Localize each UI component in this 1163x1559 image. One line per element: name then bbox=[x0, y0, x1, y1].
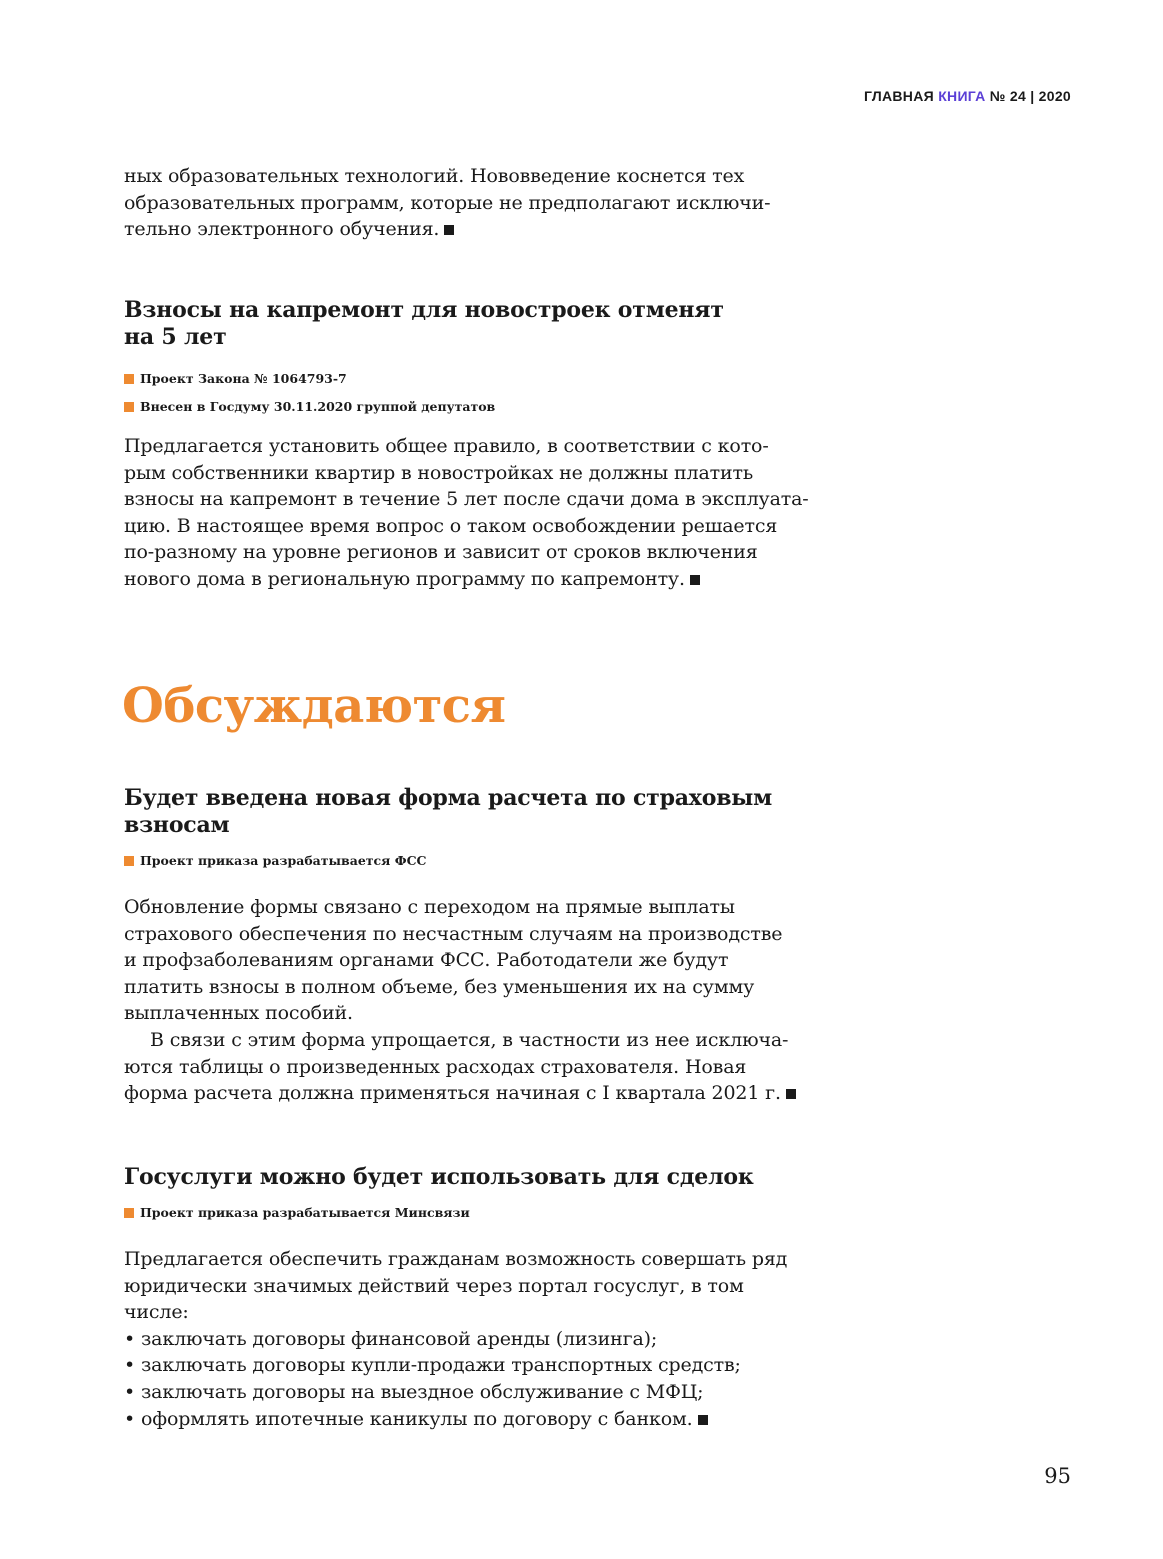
article-meta: Проект приказа разрабатывается ФСС bbox=[124, 847, 814, 875]
body-line: платить взносы в полном объеме, без уменьшения их на сумму bbox=[124, 975, 755, 998]
body-line: ются таблицы о произведенных расходах страхователя. Новая bbox=[124, 1055, 747, 1078]
bullet-list bbox=[124, 1326, 814, 1432]
section-heading: Обсуждаются bbox=[122, 678, 506, 734]
body-line: цию. В настоящее время вопрос о таком освобождении решается bbox=[124, 514, 778, 537]
body-line: выплаченных пособий. bbox=[124, 1002, 353, 1025]
body-line: Предлагается обеспечить гражданам возможность совершать ряд bbox=[124, 1248, 788, 1270]
list-item: • заключать договоры купли-продажи транспортных средств; bbox=[124, 1352, 814, 1379]
end-mark bbox=[690, 575, 700, 585]
orange-square-icon bbox=[124, 856, 134, 866]
body-line: В связи с этим форма упрощается, в частности из нее исключа- bbox=[150, 1028, 789, 1051]
body-line: рым собственники квартир в новостройках не должны платить bbox=[124, 461, 754, 484]
list-item: • заключать договоры финансовой аренды (лизинга); bbox=[124, 1326, 814, 1353]
end-mark bbox=[698, 1415, 708, 1425]
intro-continuation bbox=[124, 163, 814, 243]
article-capital-repair-body bbox=[124, 433, 814, 593]
publication-name-part1: ГЛАВНАЯ bbox=[863, 88, 934, 104]
body-line: форма расчета должна применяться начиная с I квартала 2021 г. bbox=[124, 1080, 814, 1107]
orange-square-icon bbox=[124, 374, 134, 384]
issue-info: № 24 | 2020 bbox=[989, 88, 1071, 104]
article-title: Взносы на капремонт для новостроек отменят на 5 лет bbox=[124, 297, 724, 350]
body-line: Обновление формы связано с переходом на прямые выплаты bbox=[124, 896, 735, 918]
body-line: нового дома в региональную программу по капремонту. bbox=[124, 566, 814, 593]
orange-square-icon bbox=[124, 402, 134, 412]
end-mark bbox=[786, 1089, 796, 1099]
body-line: Предлагается установить общее правило, в соответствии с кото- bbox=[124, 435, 769, 457]
list-item: • заключать договоры на выездное обслуживание с МФЦ; bbox=[124, 1379, 814, 1406]
body-line: страхового обеспечения по несчастным случаям на производстве bbox=[124, 922, 783, 945]
list-item: • оформлять ипотечные каникулы по договору с банком. bbox=[124, 1406, 814, 1433]
article-title: Будет введена новая форма расчета по страховым взносам bbox=[124, 785, 773, 838]
body-line: юридически значимых действий через портал госуслуг, в том числе: bbox=[124, 1274, 744, 1324]
article-insurance-form-body bbox=[124, 894, 814, 1107]
intro-line: ных образовательных технологий. Нововведение коснется тех bbox=[124, 165, 745, 187]
article-gosuslugi-body bbox=[124, 1246, 814, 1432]
article-meta: Проект Закона № 1064793-7 bbox=[124, 365, 814, 393]
end-mark bbox=[444, 225, 454, 235]
article-meta: Внесен в Госдуму 30.11.2020 группой депутатов bbox=[124, 393, 814, 421]
orange-square-icon bbox=[124, 1208, 134, 1218]
article-insurance-form bbox=[124, 785, 814, 875]
body-line: по-разному на уровне регионов и зависит от сроков включения bbox=[124, 541, 758, 564]
intro-line: тельно электронного обучения. bbox=[124, 216, 814, 243]
intro-line: образовательных программ, которые не предполагают исключи- bbox=[124, 191, 771, 214]
page-number: 95 bbox=[1044, 1464, 1071, 1488]
article-meta: Проект приказа разрабатывается Минсвязи bbox=[124, 1199, 814, 1227]
article-title: Госуслуги можно будет использовать для сделок bbox=[124, 1164, 754, 1190]
article-gosuslugi bbox=[124, 1164, 814, 1227]
publication-name-part2: КНИГА bbox=[938, 88, 986, 104]
body-line: и профзаболеваниям органами ФСС. Работодатели же будут bbox=[124, 949, 729, 972]
body-line: взносы на капремонт в течение 5 лет после сдачи дома в эксплуата- bbox=[124, 488, 809, 511]
running-header bbox=[864, 88, 1071, 104]
article-capital-repair bbox=[124, 297, 814, 421]
